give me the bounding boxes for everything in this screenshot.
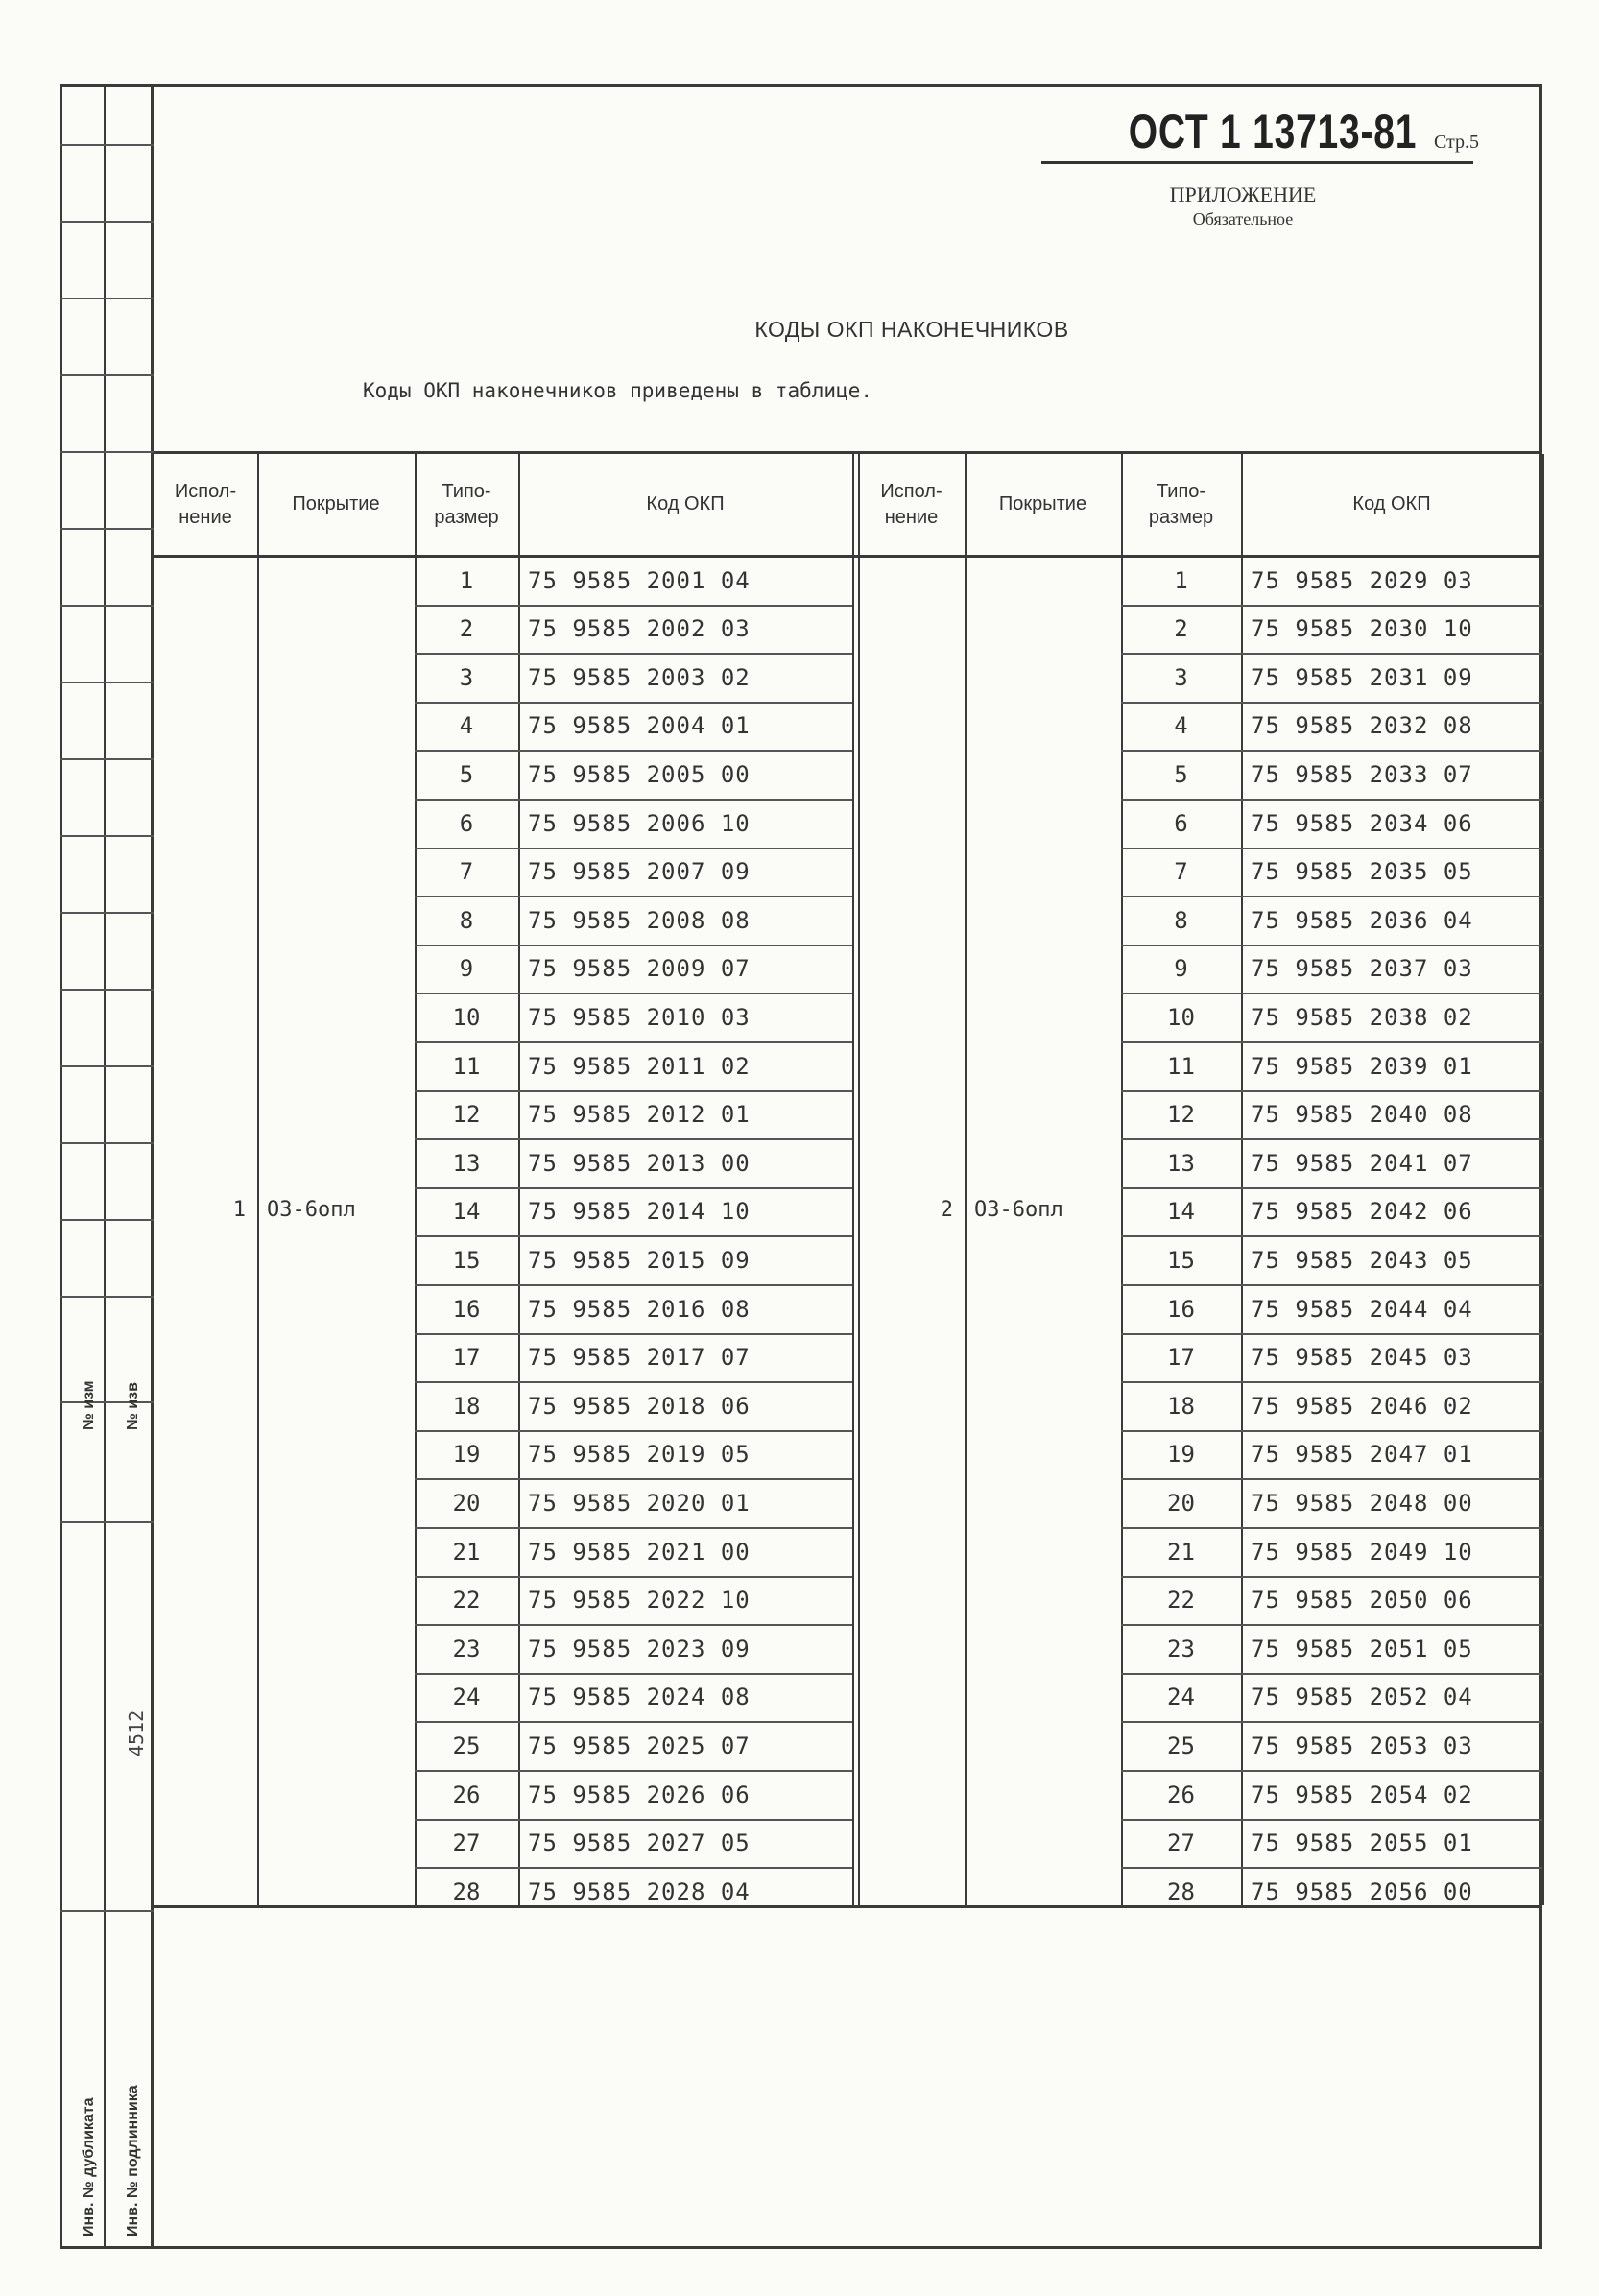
coating-value: О3-6опл [267,1197,356,1222]
table-row-line [415,1770,852,1772]
table-row-line [1121,1721,1542,1723]
strip-row-line [60,144,154,146]
table-row-line [415,1284,852,1286]
table-row-line [1121,896,1542,897]
change-number-label: № изм [81,1380,97,1430]
okp-code-cell: 75 9585 2047 01 [1251,1441,1473,1469]
table-row-line [1121,1819,1542,1821]
okp-code-cell: 75 9585 2046 02 [1251,1392,1473,1420]
table-row-line [1121,848,1542,849]
okp-code-cell: 75 9585 2034 06 [1251,809,1473,837]
okp-code-cell: 75 9585 2002 03 [528,615,751,643]
size-cell: 11 [1167,1052,1195,1080]
okp-code-cell: 75 9585 2021 00 [528,1538,751,1566]
size-cell: 2 [459,615,474,643]
table-row-line [1121,1576,1542,1578]
size-cell: 2 [1174,615,1188,643]
table-row-line [415,1187,852,1189]
okp-code-cell: 75 9585 2019 05 [528,1441,751,1469]
table-row-line [1121,1527,1542,1529]
size-cell: 21 [452,1538,481,1566]
strip-row-line [60,1065,154,1067]
strip-row-line [60,298,154,299]
table-row-line [1121,1187,1542,1189]
size-cell: 17 [452,1344,481,1372]
size-cell: 6 [459,809,474,837]
column-divider [965,454,967,1905]
size-cell: 5 [1174,760,1188,788]
okp-code-cell: 75 9585 2052 04 [1251,1684,1473,1711]
table-row-line [1121,1673,1542,1675]
table-top-border [154,451,1542,454]
okp-code-cell: 75 9585 2018 06 [528,1392,751,1420]
table-row-line [1121,1430,1542,1432]
right-size-header: Типо- размер [1148,480,1214,528]
size-cell: 16 [452,1295,481,1323]
strip-border [151,84,154,2249]
okp-code-cell: 75 9585 2037 03 [1251,955,1473,983]
size-cell: 10 [452,1003,481,1031]
header-underline [1041,161,1473,164]
okp-code-cell: 75 9585 2008 08 [528,906,751,934]
okp-code-cell: 75 9585 2011 02 [528,1052,751,1080]
side-strip [60,84,154,2249]
okp-code-cell: 75 9585 2028 04 [528,1877,751,1905]
size-cell: 12 [1167,1101,1195,1129]
okp-code-cell: 75 9585 2013 00 [528,1149,751,1177]
table-row-line [415,1041,852,1043]
right-coating-header: Покрытие [998,493,1087,514]
size-cell: 25 [452,1732,481,1759]
strip-row-line [60,605,154,607]
size-cell: 3 [1174,663,1188,691]
okp-code-cell: 75 9585 2049 10 [1251,1538,1473,1566]
size-cell: 13 [1167,1149,1195,1177]
okp-code-cell: 75 9585 2023 09 [528,1635,751,1662]
strip-row-line [60,1142,154,1144]
table-row-line [415,1333,852,1335]
table-row-line [1121,1041,1542,1043]
left-size-header: Типо- размер [434,480,499,528]
strip-row-line [60,451,154,453]
okp-code-cell: 75 9585 2055 01 [1251,1830,1473,1857]
column-divider [257,454,259,1905]
okp-code-cell: 75 9585 2016 08 [528,1295,751,1323]
okp-code-cell: 75 9585 2051 05 [1251,1635,1473,1662]
table-row-line [415,945,852,946]
okp-code-cell: 75 9585 2025 07 [528,1732,751,1759]
strip-row-line [60,528,154,530]
size-cell: 20 [1167,1489,1195,1517]
table-row-line [415,1624,852,1626]
table-row-line [415,1478,852,1480]
size-cell: 7 [459,858,474,886]
okp-code-cell: 75 9585 2041 07 [1251,1149,1473,1177]
okp-code-cell: 75 9585 2015 09 [528,1246,751,1274]
okp-code-cell: 75 9585 2010 03 [528,1003,751,1031]
size-cell: 20 [452,1489,481,1517]
size-cell: 10 [1167,1003,1195,1031]
size-cell: 24 [1167,1684,1195,1711]
execution-value: 1 [232,1197,246,1222]
strip-row-line [60,682,154,683]
table-bottom-border [154,1905,1542,1908]
table-row-line [415,799,852,801]
size-cell: 8 [1174,906,1188,934]
size-cell: 21 [1167,1538,1195,1566]
strip-row-line [60,989,154,991]
okp-code-cell: 75 9585 2006 10 [528,809,751,837]
strip-row-line [60,835,154,837]
table-row-line [415,993,852,994]
table-row-line [1121,799,1542,801]
size-cell: 11 [452,1052,481,1080]
table-row-line [415,1819,852,1821]
table-row-line [1121,1478,1542,1480]
document-header [1047,104,1479,159]
table-row-line [415,1576,852,1578]
left-coating-header: Покрытие [292,493,380,514]
size-cell: 26 [452,1781,481,1808]
table-row-line [415,1673,852,1675]
table-row-line [1121,1333,1542,1335]
size-cell: 6 [1174,809,1188,837]
size-cell: 7 [1174,858,1188,886]
execution-value: 2 [940,1197,953,1222]
left-okp-code-header: Код ОКП [646,493,725,514]
table-row-line [1121,750,1542,752]
okp-code-cell: 75 9585 2026 06 [528,1781,751,1808]
okp-code-cell: 75 9585 2056 00 [1251,1877,1473,1905]
table-row-line [1121,1381,1542,1383]
original-inventory-label: Инв. № подлинника [125,2085,141,2236]
size-cell: 22 [452,1587,481,1614]
table-row-line [1121,1090,1542,1092]
size-cell: 26 [1167,1781,1195,1808]
size-cell: 19 [452,1441,481,1469]
left-execution-header: Испол- нение [174,480,237,528]
appendix-label: ПРИЛОЖЕНИЕ [1169,182,1317,206]
size-cell: 9 [459,955,474,983]
size-cell: 19 [1167,1441,1195,1469]
table-row-line [415,1430,852,1432]
okp-code-cell: 75 9585 2030 10 [1251,615,1473,643]
okp-code-cell: 75 9585 2033 07 [1251,760,1473,788]
size-cell: 22 [1167,1587,1195,1614]
size-cell: 23 [452,1635,481,1662]
table-row-line [1121,993,1542,994]
okp-code-cell: 75 9585 2043 05 [1251,1246,1473,1274]
okp-code-cell: 75 9585 2044 04 [1251,1295,1473,1323]
size-cell: 14 [1167,1198,1195,1226]
size-cell: 16 [1167,1295,1195,1323]
size-cell: 18 [1167,1392,1195,1420]
table-row-line [415,1090,852,1092]
size-cell: 15 [452,1246,481,1274]
strip-block-line [60,1910,154,1912]
size-cell: 14 [452,1198,481,1226]
table-row-line [415,702,852,704]
intro-text: Коды ОКП наконечников приведены в таблице. [363,379,873,402]
strip-row-line [60,374,154,376]
okp-code-cell: 75 9585 2014 10 [528,1198,751,1226]
table-row-line [415,653,852,655]
size-cell: 28 [452,1877,481,1905]
table-row-line [415,750,852,752]
strip-divider [104,84,106,2249]
inventory-number: 4512 [125,1710,148,1757]
table-row-line [415,1235,852,1237]
table-row-line [415,1381,852,1383]
okp-code-cell: 75 9585 2003 02 [528,663,751,691]
table-row-line [415,1867,852,1869]
table-row-line [415,1138,852,1140]
size-cell: 27 [452,1830,481,1857]
document-code: ОСТ 1 13713-81 [1128,105,1417,158]
okp-code-cell: 75 9585 2017 07 [528,1344,751,1372]
okp-code-cell: 75 9585 2009 07 [528,955,751,983]
right-execution-header: Испол- нение [880,480,943,528]
appendix-type: Обязательное [1192,209,1294,228]
size-cell: 23 [1167,1635,1195,1662]
table-row-line [415,1721,852,1723]
okp-code-cell: 75 9585 2048 00 [1251,1489,1473,1517]
okp-code-cell: 75 9585 2039 01 [1251,1052,1473,1080]
okp-code-cell: 75 9585 2038 02 [1251,1003,1473,1031]
size-cell: 1 [459,566,474,594]
table-row-line [1121,653,1542,655]
size-cell: 17 [1167,1344,1195,1372]
size-cell: 18 [452,1392,481,1420]
coating-value: О3-6опл [974,1197,1063,1222]
okp-code-cell: 75 9585 2054 02 [1251,1781,1473,1808]
size-cell: 3 [459,663,474,691]
right-okp-code-header: Код ОКП [1352,493,1431,514]
table-row-line [1121,1235,1542,1237]
okp-code-cell: 75 9585 2040 08 [1251,1101,1473,1129]
okp-code-cell: 75 9585 2032 08 [1251,712,1473,740]
table-row-line [415,896,852,897]
size-cell: 4 [1174,712,1188,740]
table-row-line [1121,945,1542,946]
okp-code-cell: 75 9585 2036 04 [1251,906,1473,934]
size-cell: 9 [1174,955,1188,983]
table-row-line [1121,605,1542,607]
table-row-line [1121,1770,1542,1772]
okp-code-cell: 75 9585 2029 03 [1251,566,1473,594]
okp-code-cell: 75 9585 2031 09 [1251,663,1473,691]
size-cell: 8 [459,906,474,934]
okp-code-cell: 75 9585 2027 05 [528,1830,751,1857]
okp-code-cell: 75 9585 2004 01 [528,712,751,740]
strip-row-line [60,1296,154,1298]
okp-code-cell: 75 9585 2020 01 [528,1489,751,1517]
okp-code-cell: 75 9585 2035 05 [1251,858,1473,886]
size-cell: 25 [1167,1732,1195,1759]
okp-code-cell: 75 9585 2022 10 [528,1587,751,1614]
okp-code-cell: 75 9585 2045 03 [1251,1344,1473,1372]
okp-code-cell: 75 9585 2012 01 [528,1101,751,1129]
table-row-line [415,1527,852,1529]
size-cell: 4 [459,712,474,740]
table-row-line [415,848,852,849]
strip-row-line [60,221,154,223]
strip-row-line [60,912,154,914]
size-cell: 1 [1174,566,1188,594]
okp-code-cell: 75 9585 2001 04 [528,566,751,594]
strip-row-line [60,758,154,760]
size-cell: 15 [1167,1246,1195,1274]
duplicate-inventory-label: Инв. № дубликата [81,2097,97,2236]
strip-block-line [60,1521,154,1523]
notice-number-label: № изв [125,1382,141,1430]
strip-row-line [60,1219,154,1221]
size-cell: 5 [459,760,474,788]
page-number: Стр.5 [1433,132,1479,153]
page-title: КОДЫ ОКП НАКОНЕЧНИКОВ [754,317,1069,342]
okp-code-cell: 75 9585 2007 09 [528,858,751,886]
size-cell: 13 [452,1149,481,1177]
okp-code-cell: 75 9585 2050 06 [1251,1587,1473,1614]
okp-code-cell: 75 9585 2042 06 [1251,1198,1473,1226]
size-cell: 24 [452,1684,481,1711]
table-row-line [415,605,852,607]
table-row-line [1121,1867,1542,1869]
okp-code-cell: 75 9585 2053 03 [1251,1732,1473,1759]
table-row-line [1121,1138,1542,1140]
table-row-line [1121,1624,1542,1626]
size-cell: 27 [1167,1830,1195,1857]
size-cell: 28 [1167,1877,1195,1905]
okp-code-cell: 75 9585 2005 00 [528,760,751,788]
table-row-line [1121,702,1542,704]
table-row-line [1121,1284,1542,1286]
size-cell: 12 [452,1101,481,1129]
okp-code-cell: 75 9585 2024 08 [528,1684,751,1711]
